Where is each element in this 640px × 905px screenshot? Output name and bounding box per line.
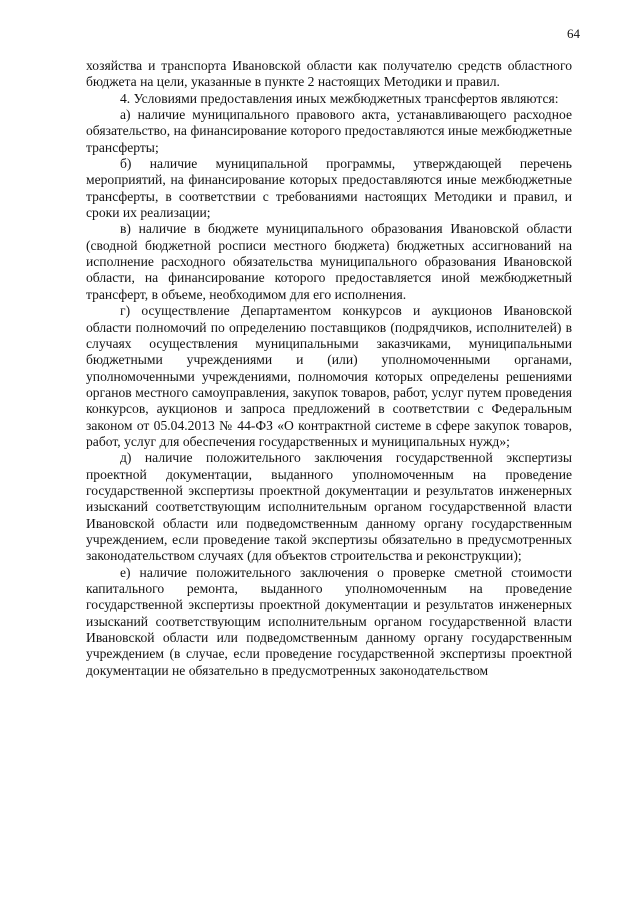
paragraph-item-d: д) наличие положительного заключения государственной экспертизы проектной документации, выданного уполномоченным на проведение государственной экспертизы проектной документации и результатов инженерных изысканий соответствующим исполнительным органом государственной власти Ивановской области или подведомственным данному органу государственным учреждением, если проведение такой экспертизы обязательно в предусмотренных законодательством случаях (для объектов строительства и реконструкции); xyxy=(86,450,572,564)
paragraph-item-g: г) осуществление Департаментом конкурсов и аукционов Ивановской области полномочий по определению поставщиков (подрядчиков, исполнителей) в случаях осуществления муниципальными заказчиками, муниципальными бюджетными учреждениями и (или) уполномоченными органами, уполномоченными учреждениями, полномочия которых определены решениями органов местного самоуправления, закупок товаров, работ, услуг путем проведения конкурсов, аукционов и запроса предложений в соответствии с Федеральным законом от 05.04.2013 № 44-ФЗ «О контрактной системе в сфере закупок товаров, работ, услуг для обеспечения государственных и муниципальных нужд»; xyxy=(86,303,572,449)
paragraph-item-b: б) наличие муниципальной программы, утверждающей перечень мероприятий, на финансирование которых предоставляются иные межбюджетные трансферты, в соответствии с требованиями настоящих Методики и правил, и сроки их реализации; xyxy=(86,156,572,221)
paragraph-item-a: а) наличие муниципального правового акта, устанавливающего расходное обязательство, на финансирование которого предоставляются иные межбюджетные трансферты; xyxy=(86,107,572,155)
paragraph-item-e: е) наличие положительного заключения о проверке сметной стоимости капитального ремонта, выданного уполномоченным на проведение государственной экспертизы проектной документации и результатов инженерных изысканий соответствующим исполнительным органом государственной власти Ивановской области или подведомственным данному органу государственным учреждением (в случае, если проведение государственной экспертизы проектной документации не обязательно в предусмотренных законодательством xyxy=(86,564,572,678)
paragraph-item-4: 4. Условиями предоставления иных межбюджетных трансфертов являются: xyxy=(120,90,559,106)
paragraph-item-v: в) наличие в бюджете муниципального образования Ивановской области (сводной бюджетной росписи местного бюджета) бюджетных ассигнований на исполнение расходного обязательства муниципального образования Ивановской области, на финансирование которого предоставляется иной межбюджетный трансферт, в объеме, необходимом для его исполнения. xyxy=(86,221,572,302)
paragraph-continuation: хозяйства и транспорта Ивановской области как получателю средств областного бюджета на цели, указанные в пункте 2 настоящих Методики и правил. xyxy=(86,58,572,90)
page-number: 64 xyxy=(567,26,580,41)
document-body xyxy=(86,58,572,679)
